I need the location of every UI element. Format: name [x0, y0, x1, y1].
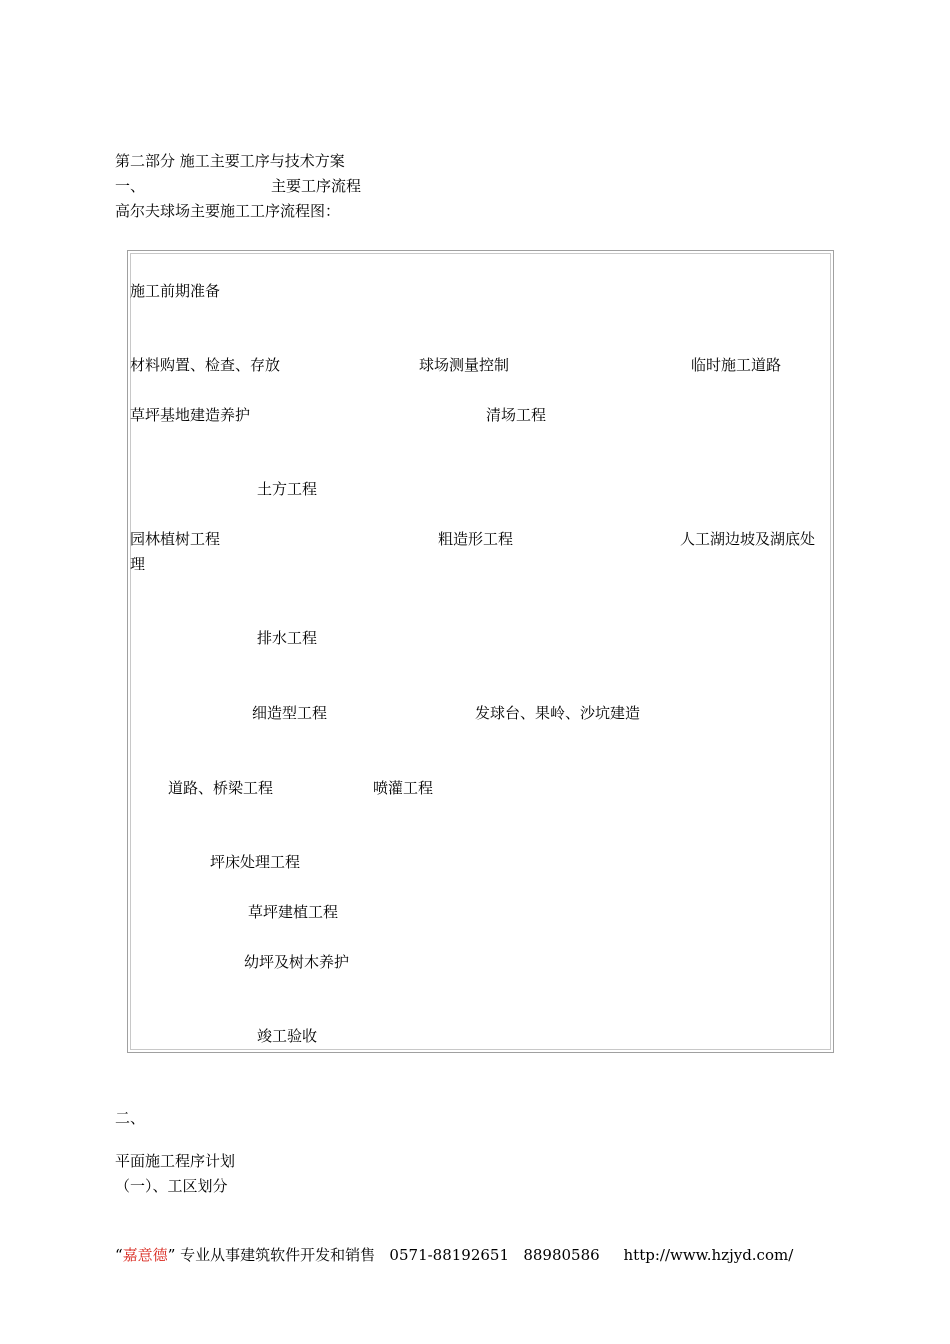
flow-step-clearing: 清场工程 — [486, 406, 547, 424]
flow-step-young-care: 幼坪及树木养护 — [244, 953, 350, 971]
footer-brand: 嘉意德 — [122, 1246, 168, 1264]
flow-step-temp-road: 临时施工道路 — [691, 356, 782, 374]
flow-step-lake-continued: 理 — [130, 555, 146, 573]
flow-step-rough-shaping: 粗造形工程 — [438, 530, 514, 548]
section-2-title: 平面施工程序计划 — [115, 1152, 236, 1170]
section-1-title: 主要工序流程 — [271, 177, 362, 195]
footer-quote-close: ” — [167, 1246, 176, 1264]
part-title: 第二部分 施工主要工序与技术方案 — [115, 152, 345, 170]
footer-contact-text: 专业从事建筑软件开发和销售 0571-88192651 88980586 http://www.hzjyd.com/ — [175, 1246, 794, 1264]
footer-quote-open: “ — [115, 1246, 123, 1264]
flow-step-roads-bridges: 道路、桥梁工程 — [168, 779, 274, 797]
flow-step-materials: 材料购置、检查、存放 — [130, 356, 281, 374]
flow-step-drainage: 排水工程 — [257, 629, 318, 647]
flow-step-lake: 人工湖边坡及湖底处 — [680, 530, 816, 548]
footer — [115, 1245, 793, 1265]
flow-step-survey: 球场测量控制 — [419, 356, 510, 374]
flow-step-landscape: 园林植树工程 — [130, 530, 221, 548]
flow-step-tees-bunkers: 发球台、果岭、沙坑建造 — [475, 704, 641, 722]
flow-step-acceptance: 竣工验收 — [257, 1027, 318, 1045]
flow-step-prep: 施工前期准备 — [130, 282, 221, 300]
flow-step-bed-treatment: 坪床处理工程 — [210, 853, 301, 871]
flowchart-caption: 高尔夫球场主要施工工序流程图： — [115, 202, 341, 220]
section-2-subheading: （一）、工区划分 — [115, 1177, 228, 1195]
section-2-number: 二、 — [115, 1109, 146, 1127]
section-1-number: 一、 — [115, 177, 146, 195]
flow-step-fine-shaping: 细造型工程 — [252, 704, 328, 722]
flow-step-earthwork: 土方工程 — [257, 480, 318, 498]
flow-step-turf-base: 草坪基地建造养护 — [130, 406, 251, 424]
flow-step-turf-planting: 草坪建植工程 — [248, 903, 339, 921]
flow-step-irrigation: 喷灌工程 — [373, 779, 434, 797]
